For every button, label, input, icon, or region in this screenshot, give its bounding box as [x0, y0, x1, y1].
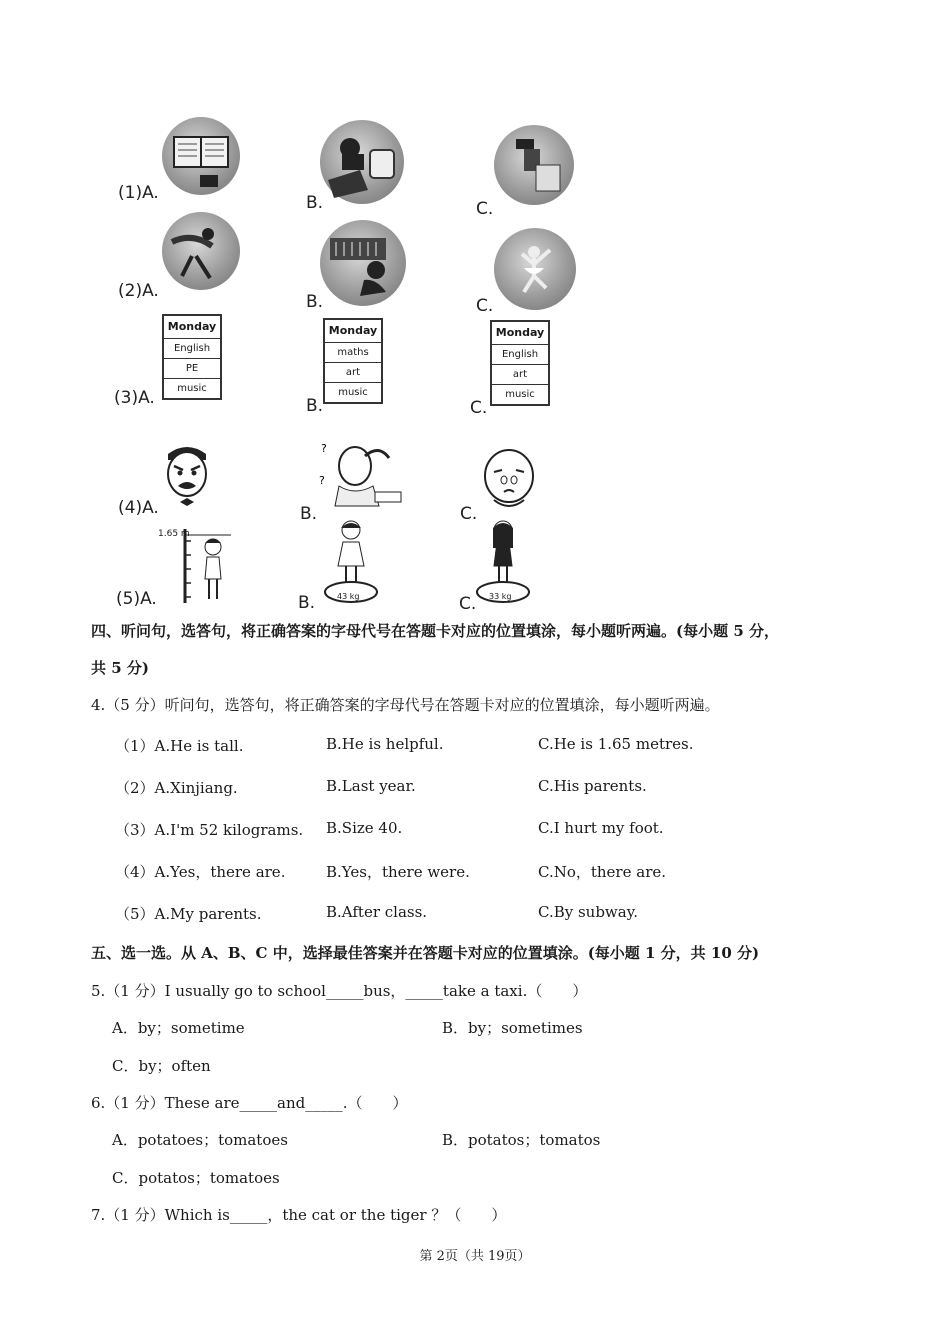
q4-2-option-a[interactable]: （2）A.Xinjiang. — [115, 779, 238, 797]
picture-4a-angry-man — [158, 440, 216, 512]
row3-label-c: C. — [470, 398, 488, 418]
picture-4b-thinking-man — [315, 440, 407, 516]
q6-option-a[interactable]: A．potatoes；tomatoes — [112, 1131, 288, 1149]
row2-label-a: (2)A. — [118, 281, 159, 301]
svg-text:?: ? — [319, 474, 325, 487]
schedule-a-day: Monday — [167, 320, 217, 333]
q4-1-option-a[interactable]: （1）A.He is tall. — [115, 737, 244, 755]
schedule-b — [323, 318, 383, 404]
picture-1a-book — [162, 117, 240, 195]
q4-3-option-b[interactable]: B.Size 40. — [326, 819, 403, 837]
schedule-b-row: art — [325, 362, 381, 382]
height-mark: 1.65 m — [158, 529, 190, 539]
q4-3-option-c[interactable]: C.I hurt my foot. — [538, 819, 664, 837]
schedule-a — [162, 314, 222, 400]
schedule-a-row: English — [164, 338, 220, 358]
schedule-b-row: music — [325, 382, 381, 402]
picture-2b-piano — [320, 220, 406, 306]
picture-2a-running — [162, 212, 240, 290]
q5-option-a[interactable]: A．by；sometime — [112, 1019, 245, 1037]
q4-4-option-c[interactable]: C.No，there are. — [538, 863, 667, 881]
q4-5-option-b[interactable]: B.After class. — [326, 903, 428, 921]
q6-option-c[interactable]: C．potatos；tomatoes — [112, 1169, 280, 1187]
row2-label-b: B. — [306, 292, 324, 312]
q4-3-option-a[interactable]: （3）A.I'm 52 kilograms. — [115, 821, 304, 839]
section4-heading-line2: 共 5 分) — [91, 659, 149, 677]
question-7-stem: 7.（1 分）Which is_____，the cat or the tiger ？（ ） — [91, 1206, 507, 1224]
question-5-stem: 5.（1 分）I usually go to school_____bus，_____take a taxi.（ ） — [91, 982, 588, 1000]
picture-1b-camera — [320, 120, 404, 204]
schedule-b-day: Monday — [328, 324, 378, 337]
row5-label-c: C. — [459, 594, 477, 614]
row5-label-a: (5)A. — [116, 589, 157, 609]
row1-label-a: (1)A. — [118, 183, 159, 203]
q4-2-option-b[interactable]: B.Last year. — [326, 777, 416, 795]
section4-heading-line1: 四、听问句，选答句，将正确答案的字母代号在答题卡对应的位置填涂，每小题听两遍。(每小题 5 分， — [91, 622, 779, 640]
q4-1-option-c[interactable]: C.He is 1.65 metres. — [538, 735, 694, 753]
picture-1c-photo — [494, 125, 574, 205]
row4-label-a: (4)A. — [118, 498, 159, 518]
weight-c: 33 kg — [489, 592, 512, 601]
schedule-a-row: music — [164, 378, 220, 398]
row4-label-c: C. — [460, 504, 478, 524]
picture-4c-worried-man — [480, 444, 538, 512]
row3-label-b: B. — [306, 396, 324, 416]
q4-4-option-a[interactable]: （4）A.Yes，there are. — [115, 863, 286, 881]
row1-label-b: B. — [306, 193, 324, 213]
q4-5-option-a[interactable]: （5）A.My parents. — [115, 905, 262, 923]
question-6-stem: 6.（1 分）These are_____and_____.（ ） — [91, 1094, 408, 1112]
row2-label-c: C. — [476, 296, 494, 316]
schedule-c-row: English — [492, 344, 548, 364]
q5-option-c[interactable]: C．by；often — [112, 1057, 211, 1075]
schedule-c-row: music — [492, 384, 548, 404]
page-footer: 第 2页（共 19页） — [419, 1249, 531, 1264]
schedule-a-row: PE — [164, 358, 220, 378]
schedule-c-day: Monday — [495, 326, 545, 339]
row5-label-b: B. — [298, 593, 316, 613]
schedule-c-row: art — [492, 364, 548, 384]
q5-option-b[interactable]: B．by；sometimes — [442, 1019, 583, 1037]
q4-5-option-c[interactable]: C.By subway. — [538, 903, 638, 921]
q6-option-b[interactable]: B．potatos；tomatos — [442, 1131, 601, 1149]
weight-b: 43 kg — [337, 592, 360, 601]
q4-1-option-b[interactable]: B.He is helpful. — [326, 735, 444, 753]
question-4-stem: 4.（5 分）听问句，选答句，将正确答案的字母代号在答题卡对应的位置填涂，每小题听两遍。 — [91, 696, 720, 714]
q4-2-option-c[interactable]: C.His parents. — [538, 777, 647, 795]
row1-label-c: C. — [476, 199, 494, 219]
schedule-b-row: maths — [325, 342, 381, 362]
row3-label-a: (3)A. — [114, 388, 155, 408]
svg-text:?: ? — [321, 442, 327, 455]
schedule-c — [490, 320, 550, 406]
section5-heading: 五、选一选。从 A、B、C 中，选择最佳答案并在答题卡对应的位置填涂。(每小题 1 分，共 10 分) — [91, 944, 760, 962]
picture-2c-ballet — [494, 228, 576, 310]
row4-label-b: B. — [300, 504, 318, 524]
q4-4-option-b[interactable]: B.Yes，there were. — [326, 863, 470, 881]
